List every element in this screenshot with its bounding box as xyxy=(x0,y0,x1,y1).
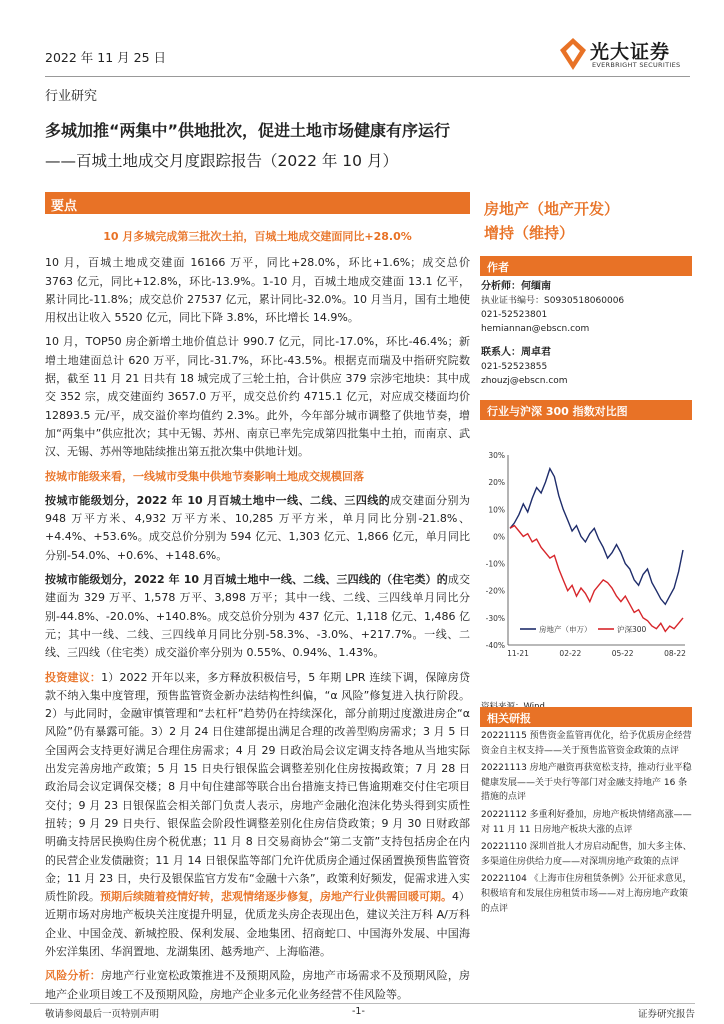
sector-label: 房地产（地产开发） xyxy=(484,200,620,218)
logo xyxy=(560,36,690,76)
legend-label: 沪深300 xyxy=(617,625,647,634)
footer-disclaimer: 敬请参阅最后一页特别声明 xyxy=(45,1009,160,1020)
analyst-name: 分析师：何缅南 xyxy=(481,281,551,292)
summary-band xyxy=(45,192,470,214)
footer-label: 证券研究报告 xyxy=(638,1009,696,1020)
x-tick-label: 08-22 xyxy=(664,649,686,658)
investment-advice: 投资建议：1）2022 开年以来，多方释放积极信号，5 年期 LPR 连续下调，保障房贷款不纳入集中度管理，预售监管资金新办法结构性纠偏，“α 风险”修复进入执行阶段。2）与此同时，金融审慎管理和“去杠杆”趋势仍在持续深化，部分前期过度激进房企“α 风险”仍有暴露可能。3）2 月 24 日住建部提出满足合理的改善型购房需求；3 月 5 日全国两会支持更好满足合理住房需求；4 月 29 日政治局会议定调支持各地从当地实际出发完善房地产政策；5 月 15 日央行银保监会调整差别化住房按揭政策；7 月 28 日政治局会议定调保交楼；8 月中旬住建部等联合出台措施支持已售逾期难交付住宅项目交付；9 月 23 日银保监会相关部门负责人表示，房地产金融化泡沫化势头得到实质性扭转；9 月 29 日央行、银保监会阶段性调整差别化住房信贷政策；9 月 30 日财政部明确支持居民换购住房个税优惠；11 月 8 日交易商协会“第二支箭”支持包括房企在内的民营企业发债融资；11 月 14 日银保监等部门允许优质房企通过保函置换预售监管资金；11 月 23 日，央行及银保监官方发布“金融十六条”，政策利好频发，促需求进入实质性阶段。预期后续随着疫情好转，悲观情绪逐步修复，房地产行业供需回暖可期。4）近期市场对房地产板块关注度提升明显，优质龙头房企表现出色，建议关注万科 A/万科企业、中国金茂、新城控股、保利发展、金地集团、招商蛇口、中国海外发展、中国海外宏洋集团、华润置地、龙湖集团、越秀地产、上海临港。 xyxy=(45,670,470,958)
summary-headline: 10 月多城完成第三批次土拍，百城土地成交建面同比+28.0% xyxy=(103,230,412,243)
logo-text-cn: 光大证券 xyxy=(590,41,671,63)
analyst-cert: 执业证书编号：S0930518060006 xyxy=(481,296,625,306)
related-research-list xyxy=(481,729,692,919)
research-item[interactable]: 20221115 预售资金监管再优化，给予优质房企经营资金自主权支持——关于预售监管资金政策的点评 xyxy=(481,731,692,756)
logo-mark-icon xyxy=(560,38,586,70)
report-date: 2022 年 11 月 25 日 xyxy=(45,50,166,65)
rating-label: 增持（维持） xyxy=(484,224,575,242)
contact-name: 联系人：周卓君 xyxy=(481,347,551,358)
footer-divider xyxy=(30,1003,695,1004)
contact-email: zhouzj@ebscn.com xyxy=(481,376,568,386)
report-title: 多城加推“两集中”供地批次，促进土地市场健康有序运行 xyxy=(45,121,451,140)
summary-paragraph: 10 月，百城土地成交建面 16166 万平，同比+28.0%，环比+1.6%；成交总价 3763 亿元，同比+12.8%，环比-13.9%。1-10 月，百城土地成交建面 13.1 亿平，累计同比-11.8%；成交总价 27537 亿元，累计同比-32.0%。10 月当月，国有土地使用权出让收入 5520 亿元，同比下降 3.8%，环比增长 14.9%。 xyxy=(45,256,470,325)
summary-band-label: 要点 xyxy=(51,199,78,214)
x-tick-label: 05-22 xyxy=(611,649,634,658)
logo-text-en: EVERBRIGHT SECURITIES xyxy=(592,61,681,69)
research-item[interactable]: 20221113 房地产融资再获宽松支持，推动行业平稳健康发展——关于央行等部门对金融支持地产 16 条措施的点评 xyxy=(481,763,692,803)
chart-header: 行业与沪深 300 指数对比图 xyxy=(480,400,692,420)
y-tick-label: 20% xyxy=(488,478,505,488)
y-tick-label: -30% xyxy=(485,613,505,623)
report-subtitle: ——百城土地成交月度跟踪报告（2022 年 10 月） xyxy=(45,152,398,170)
legend-label: 房地产（申万） xyxy=(539,625,592,634)
index-comparison-chart xyxy=(480,447,692,677)
series-line xyxy=(510,469,683,605)
x-tick-label: 02-22 xyxy=(559,649,582,658)
y-tick-label: -10% xyxy=(485,559,505,569)
author-info xyxy=(481,280,691,388)
risk-analysis: 风险分析：房地产行业宽松政策推进不及预期风险，房地产市场需求不及预期风险，房地产企业项目竣工不及预期风险，房地产企业多元化业务经营不佳风险等。 xyxy=(45,969,471,1001)
report-category: 行业研究 xyxy=(45,89,98,104)
summary-body xyxy=(45,228,470,1010)
y-tick-label: 10% xyxy=(488,505,505,515)
y-tick-label: 30% xyxy=(488,451,505,460)
summary-paragraph: 10 月，TOP50 房企新增土地价值总计 990.7 亿元，同比-17.0%，环比-46.4%；新增土地建面总计 620 万平，同比-31.7%，环比-43.5%。根据克而瑞及中指研究院数据，截至 11 月 21 日共有 18 城完成了三轮土拍，合计供应 379 宗涉宅地块：其中成交 352 宗，成交建面约 3657.0 万平，成交总价约 4715.1 亿元，对应成交楼面均价 12893.5 元/平，成交溢价率均值约 2.3%。此外，今年部分城市调整了供地节奏，增加“两集中”供应批次；其中无锡、苏州、南京已率先完成第四批集中土拍，而南京、武汉、无锡、苏州等地陆续推出第五批次集中供地计划。 xyxy=(45,335,470,459)
y-tick-label: -40% xyxy=(485,641,505,650)
summary-paragraph: 按城市能级划分，2022 年 10 月百城土地中一线、二线、三四线的成交建面分别为 948 万平方米、4,932 万平方米、10,285 万平方米，单月同比分别-21.8%、+4.4%、+53.6%。成交总价分别为 594 亿元、1,303 亿元、1,866 亿元，单月同比分别-54.0%、+0.6%、+148.6%。 xyxy=(45,493,470,562)
header-divider xyxy=(45,76,690,77)
author-header: 作者 xyxy=(480,256,692,276)
summary-paragraph: 按城市能级划分，2022 年 10 月百城土地中一线、二线、三四线的（住宅类）的成交建面为 329 万平、1,578 万平、3,898 万平；其中一线、二线、三四线单月同比分别-44.8%、-20.0%、+140.8%。成交总价分别为 437 亿元、1,118 亿元、1,486 亿元；其中一线、二线、三四线单月同比分别-58.3%、-3.0%、+217.7%。一线、二线、三四线（住宅类）成交溢价率分别为 0.55%、0.94%、1.43%。 xyxy=(45,573,470,660)
y-tick-label: -20% xyxy=(485,586,505,596)
research-header: 相关研报 xyxy=(480,707,692,727)
research-item[interactable]: 20221104 《上海市住房租赁条例》公开征求意见，积极培育和发展住房租赁市场——对上海房地产政策的点评 xyxy=(481,874,692,914)
analyst-phone: 021-52523801 xyxy=(481,310,548,320)
research-item[interactable]: 20221110 深圳首批人才房启动配售，加大多主体、多渠道住房供给力度——对深圳房地产政策的点评 xyxy=(481,842,692,867)
y-tick-label: 0% xyxy=(493,532,505,542)
analyst-email: hemiannan@ebscn.com xyxy=(481,324,590,334)
summary-headline-2: 按城市能级来看，一线城市受集中供地节奏影响土地成交规模回落 xyxy=(45,469,364,483)
page-number: -1- xyxy=(352,1006,365,1017)
contact-phone: 021-52523855 xyxy=(481,362,548,372)
sector-rating xyxy=(484,197,619,245)
research-item[interactable]: 20221112 多重利好叠加，房地产板块情绪高涨——对 11 月 11 日房地产板块大涨的点评 xyxy=(481,809,692,835)
x-tick-label: 11-21 xyxy=(507,649,529,658)
series-line xyxy=(510,526,683,632)
